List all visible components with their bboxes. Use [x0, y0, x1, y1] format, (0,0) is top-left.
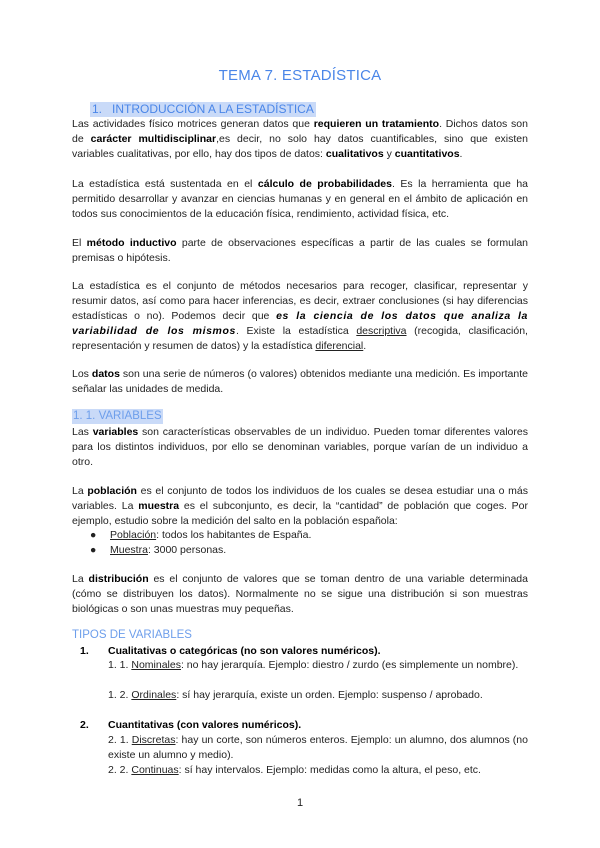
bold-text: cualitativos [325, 148, 384, 160]
text: Las actividades físico motrices generan datos que [72, 118, 314, 130]
bold-text: requieren un tratamiento [313, 118, 440, 130]
bold-text: cuantitativos [394, 148, 460, 160]
underlined-text: Muestra [110, 544, 148, 556]
subsection-heading-tipos: TIPOS DE VARIABLES [72, 629, 192, 641]
type-heading-cuantitativas [80, 718, 301, 733]
text: es el conjunto de valores que se toman dentro de una variable determinada (cómo se distribuyen los datos). Normalmente no se sigue una distribución si son muestras biológicas o son unas muestras muy pequeñas. [72, 573, 528, 615]
type-item-ordinales [108, 688, 528, 703]
text: La [72, 573, 89, 585]
bold-text: cálculo de probabilidades [257, 178, 392, 190]
text: Cuantitativas (con valores numéricos). [108, 719, 302, 731]
text: : 3000 personas. [147, 544, 227, 556]
underlined-text: diferencial [315, 340, 364, 352]
text: . [459, 148, 463, 160]
text: son características observables de un individuo. Pueden tomar diferentes valores para los distintos individuos, por ello se denominan variables, porque varían de un individuo a otro. [72, 426, 528, 468]
bold-text: distribución [88, 573, 149, 585]
underlined-text: descriptiva [356, 325, 407, 337]
paragraph-estadistica-probabilidades [72, 177, 528, 222]
text: Cualitativas o categóricas (no son valores numéricos). [108, 645, 381, 657]
type-item-nominales [108, 658, 528, 673]
bullet-icon: ● [90, 529, 97, 541]
list-item [90, 528, 311, 543]
bold-text: población [87, 485, 137, 497]
bold-text: datos [91, 368, 120, 380]
text: son una serie de números (o valores) obtenidos mediante una medición. Es importante señalar las unidades de medida. [72, 368, 528, 395]
paragraph-poblacion-muestra [72, 484, 528, 529]
text: : no hay jerarquía. Ejemplo: diestro / zurdo (es simplemente un nombre). [180, 659, 519, 671]
text: es el subconjunto, es decir, la “cantidad” de población que coges. Por ejemplo, estudio sobre la medición del salto en la población española: [72, 500, 529, 527]
page-title: TEMA 7. ESTADÍSTICA [218, 67, 382, 84]
text: La estadística es el conjunto de métodos necesarios para recoger, clasificar, representar y resumir datos, así como para hacer inferencias, es decir, extraer conclusiones (si hay diferencias estadísticas o no). Podemos decir que [72, 280, 528, 322]
bold-text: muestra [138, 500, 180, 512]
text: . Existe la estadística [235, 325, 357, 337]
section-heading-introduccion [90, 102, 316, 117]
text: parte de observaciones específicas a partir de las cuales se formulan premisas o hipótesis. [72, 237, 529, 264]
bullet-list [90, 528, 311, 558]
text: es el conjunto de todos los individuos de los cuales se desea estudiar una o más variables. La [72, 485, 528, 512]
underlined-text: Discretas [131, 734, 176, 746]
paragraph-actividades [72, 117, 528, 162]
text: 1. 2. [108, 689, 132, 701]
text: La estadística está sustentada en el [72, 178, 258, 190]
list-number: 1. [80, 645, 89, 657]
paragraph-metodo-inductivo [72, 236, 528, 266]
text: : sí hay jerarquía, existe un orden. Ejemplo: suspenso / aprobado. [176, 689, 483, 701]
bold-text: variables [92, 426, 139, 438]
text: 1. 1. [108, 659, 132, 671]
text: : todos los habitantes de España. [156, 529, 312, 541]
underlined-text: Ordinales [131, 689, 177, 701]
subsection-heading-variables: 1. 1. VARIABLES [73, 410, 162, 422]
underlined-text: Población [110, 529, 157, 541]
page-number: 1 [296, 797, 304, 809]
text: 2. 2. [108, 764, 132, 776]
type-item-continuas [108, 763, 528, 778]
bold-text: carácter multidisciplinar [90, 133, 217, 145]
paragraph-variables [72, 425, 528, 470]
underlined-text: Nominales [131, 659, 181, 671]
text: . Es la herramienta que ha permitido desarrollar y avanzar en ciencias humanas y en general en el ámbito de aplicación en todos sus conocimientos de la educación física, rendimiento, actividad física, etc. [72, 178, 528, 220]
text: . [363, 340, 367, 352]
type-heading-cualitativas [80, 644, 381, 659]
bullet-icon: ● [90, 544, 97, 556]
text: Las [72, 426, 93, 438]
list-item [90, 543, 311, 558]
paragraph-distribucion [72, 572, 528, 617]
text: El [72, 237, 87, 249]
underlined-text: Continuas [131, 764, 179, 776]
paragraph-datos [72, 367, 528, 397]
section-label: INTRODUCCIÓN A LA ESTADÍSTICA [112, 102, 314, 116]
text: : sí hay intervalos. Ejemplo: medidas como la altura, el peso, etc. [178, 764, 481, 776]
bold-text: método inductivo [86, 237, 177, 249]
paragraph-definicion-estadistica [72, 279, 528, 354]
text: (recogida, clasificación, representación y resumen de datos) y la estadística [72, 325, 528, 352]
text: ,es decir, no solo hay datos cuantificables, sino que existen variables cualitativas, por ello, hay dos tipos de datos: [72, 133, 528, 160]
list-number: 2. [80, 719, 89, 731]
text: 2. 1. [108, 734, 132, 746]
text: Los [72, 368, 92, 380]
type-item-discretas [108, 733, 528, 763]
section-number: 1. [92, 102, 103, 116]
bold-italic-text: es la ciencia de los datos que analiza la variabilidad de los mismos [72, 310, 528, 337]
text: y [383, 148, 395, 160]
text: . Dichos datos son de [72, 118, 528, 145]
text: La [72, 485, 88, 497]
text: : hay un corte, son números enteros. Ejemplo: un alumno, dos alumnos (no existe un alumno y medio). [108, 734, 528, 761]
